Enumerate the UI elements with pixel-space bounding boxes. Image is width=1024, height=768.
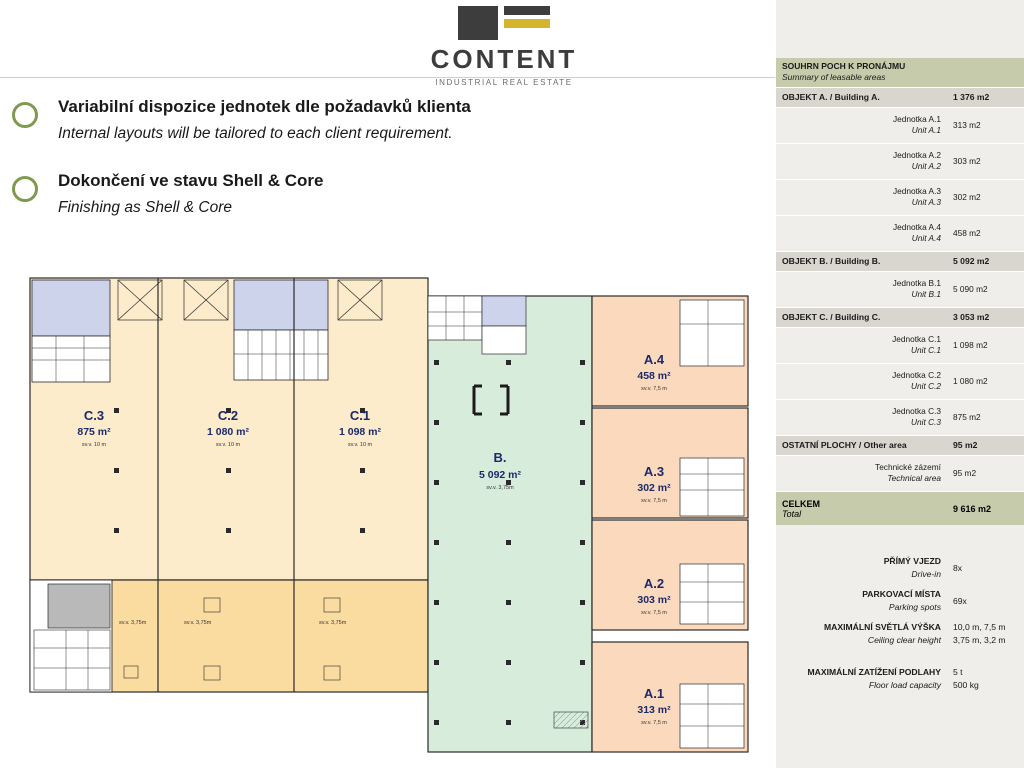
row-value: 302 m2 [947,179,1024,215]
row-label-cz: Jednotka C.3 [892,405,941,416]
table-row [776,363,1024,399]
spec-row [776,551,1024,584]
mezzanine-strip-group [30,580,428,692]
spec-label-cz: PARKOVACÍ MÍSTA [862,589,941,600]
spec-value-en: 3,75 m, 3,2 m [953,634,1006,645]
spec-row [776,662,1024,695]
unit-height-a4: sv.v. 7,5 m [641,386,667,392]
row-label-cz: Jednotka C.1 [892,333,941,344]
spec-value-cz: 69x [953,595,967,606]
bullet-item [0,96,760,148]
summary-panel [775,0,1024,768]
strip-height-3: sv.v. 3,75m [319,620,347,626]
row-value: 95 m2 [947,455,1024,491]
spec-label-cz: MAXIMÁLNÍ SVĚTLÁ VÝŠKA [824,622,941,633]
group-total-b: 5 092 m2 [947,251,1024,271]
spec-label-cz: MAXIMÁLNÍ ZATÍŽENÍ PODLAHY [807,667,941,678]
total-value: 9 616 m2 [947,491,1024,525]
row-label-cz: Jednotka B.1 [892,277,941,288]
spec-value-cz: 5 t [953,667,963,678]
group-label-other: OSTATNÍ PLOCHY / Other area [776,435,947,455]
spec-value-cz: 10,0 m, 7,5 m [953,622,1006,633]
floor-plan [8,268,764,756]
unit-name-c1: C.1 [349,408,371,423]
total-row [776,491,1024,525]
table-row [776,179,1024,215]
group-label-a: OBJEKT A. / Building A. [776,87,947,107]
unit-area-c1: 1 098 m² [338,426,382,438]
page-header [0,0,775,78]
bullet-text-en: Finishing as Shell & Core [58,199,233,217]
unit-height-a2: sv.v. 7,5 m [641,610,667,616]
table-row [776,107,1024,143]
row-value: 313 m2 [947,107,1024,143]
specs-table [776,551,1024,695]
table-header-row [776,58,1024,87]
group-label-c: OBJEKT C. / Building C. [776,307,947,327]
leasable-areas-table [776,58,1024,525]
row-label-en: Unit A.4 [911,233,941,244]
table-row [776,143,1024,179]
unit-height-c3: sv.v. 10 m [81,442,107,448]
row-value: 875 m2 [947,399,1024,435]
group-label-b: OBJEKT B. / Building B. [776,251,947,271]
group-header-row [776,251,1024,271]
unit-area-c3: 875 m² [77,426,111,438]
spec-label-en: Drive-in [911,568,941,579]
row-label-en: Unit C.3 [911,417,941,428]
unit-area-a4: 458 m² [637,370,671,382]
unit-area-a2: 303 m² [637,594,671,606]
unit-area-a1: 313 m² [637,704,671,716]
table-row [776,271,1024,307]
unit-name-b: B. [493,450,507,465]
row-value: 458 m2 [947,215,1024,251]
table-header-cz: SOUHRN POCH K PRONÁJMU [782,61,906,71]
unit-height-c1: sv.v. 10 m [347,442,373,448]
building-b-group [428,296,592,752]
table-row [776,399,1024,435]
group-total-a: 1 376 m2 [947,87,1024,107]
unit-name-a4: A.4 [643,352,665,367]
group-header-row [776,435,1024,455]
logo-tagline: INDUSTRIAL REAL ESTATE [435,78,573,87]
bullet-text-cz: Variabilní dispozice jednotek dle požadavků klienta [58,97,471,116]
row-label-cz: Jednotka A.1 [893,113,941,124]
total-label-cz: CELKEM [782,498,820,509]
unit-name-c2: C.2 [217,408,239,423]
bullet-list [0,96,760,234]
group-total-c: 3 053 m2 [947,307,1024,327]
strip-height-2: sv.v. 3,75m [184,620,212,626]
logo-mark-icon [458,6,550,40]
unit-area-c2: 1 080 m² [206,426,250,438]
unit-name-a2: A.2 [643,576,665,591]
spec-label-en: Parking spots [888,601,941,612]
row-label-en: Unit C.2 [911,381,941,392]
unit-name-a1: A.1 [643,686,665,701]
spec-label-en: Ceiling clear height [867,634,941,645]
unit-area-a3: 302 m² [637,482,671,494]
row-label-cz: Technické zázemí [875,461,941,472]
row-label-en: Technical area [887,473,941,484]
table-row [776,327,1024,363]
group-header-row [776,307,1024,327]
spec-row [776,617,1024,650]
bullet-text-cz: Dokončení ve stavu Shell & Core [58,171,324,190]
total-label-en: Total [782,508,802,519]
row-value: 303 m2 [947,143,1024,179]
spec-value-en: 500 kg [953,679,979,690]
logo-wordmark: CONTENT [430,44,578,74]
row-label-cz: Jednotka C.2 [892,369,941,380]
building-c-group [30,278,428,580]
bullet-ring-icon [12,176,38,202]
row-label-cz: Jednotka A.2 [893,149,941,160]
table-row [776,215,1024,251]
unit-name-c3: C.3 [83,408,105,423]
group-total-other: 95 m2 [947,435,1024,455]
row-label-en: Unit C.1 [911,345,941,356]
unit-height-a3: sv.v. 7,5 m [641,498,667,504]
row-label-en: Unit A.2 [911,161,941,172]
table-header-en: Summary of leasable areas [782,72,886,83]
bullet-item [0,170,760,222]
strip-height-1: sv.v. 3,75m [119,620,147,626]
spec-row [776,584,1024,617]
row-label-cz: Jednotka A.4 [893,221,941,232]
table-row [776,455,1024,491]
unit-area-b: 5 092 m² [478,469,522,481]
company-logo [404,0,604,90]
spec-label-cz: PŘÍMÝ VJEZD [883,556,941,567]
row-value: 5 090 m2 [947,271,1024,307]
row-label-en: Unit B.1 [911,289,941,300]
row-label-en: Unit A.1 [911,125,941,136]
bullet-text-en: Internal layouts will be tailored to each client requirement. [58,125,453,143]
row-label-cz: Jednotka A.3 [893,185,941,196]
row-value: 1 080 m2 [947,363,1024,399]
unit-height-b: sv.v. 3,75m [486,485,514,491]
row-label-en: Unit A.3 [911,197,941,208]
unit-height-a1: sv.v. 7,5 m [641,720,667,726]
spec-label-en: Floor load capacity [868,679,941,690]
group-header-row [776,87,1024,107]
row-value: 1 098 m2 [947,327,1024,363]
spec-value-cz: 8x [953,562,963,573]
bullet-ring-icon [12,102,38,128]
unit-name-a3: A.3 [643,464,665,479]
unit-height-c2: sv.v. 10 m [215,442,241,448]
